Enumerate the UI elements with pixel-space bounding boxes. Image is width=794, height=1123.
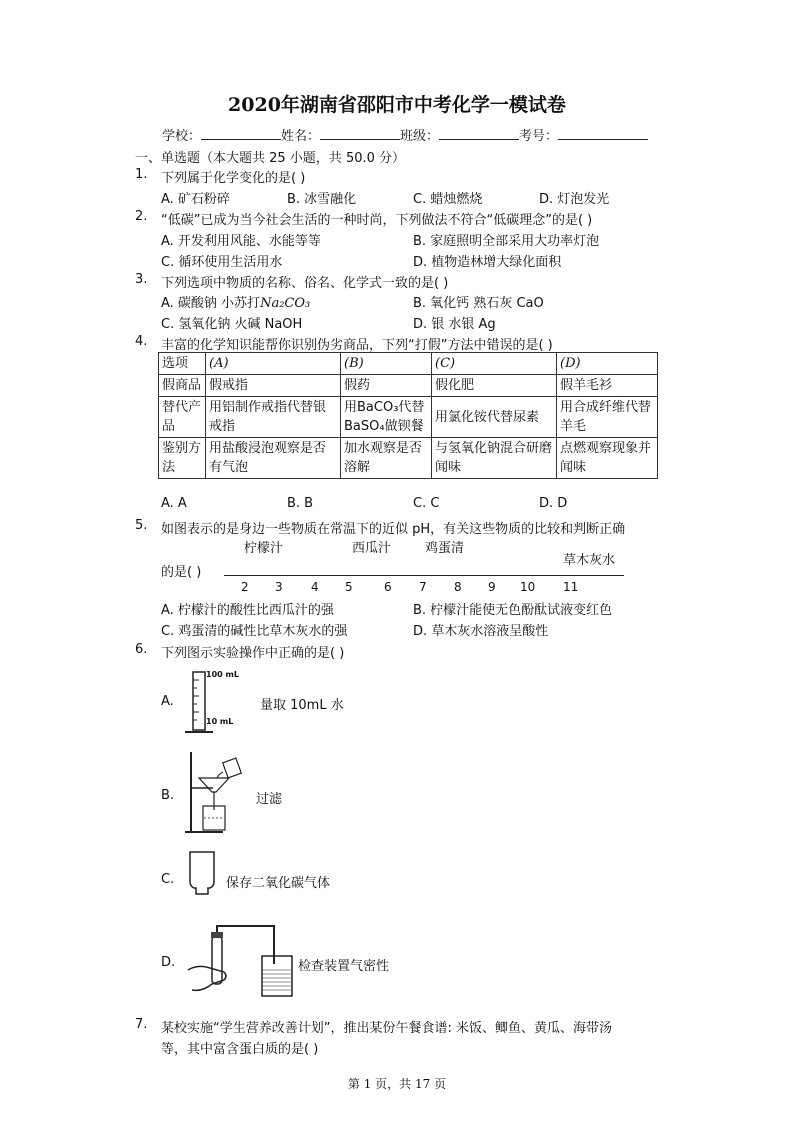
ph-label-egg-white: 鸡蛋清 — [425, 541, 465, 556]
q3-stem: 下列选项中物质的名称、俗名、化学式一致的是( ) — [161, 276, 449, 291]
table-cell: 假商品 — [159, 375, 206, 397]
student-info-line — [162, 125, 648, 144]
table-cell: 假戒指 — [206, 375, 341, 397]
table-cell: 用氯化铵代替尿素 — [432, 397, 557, 438]
q4-number: 4. — [135, 334, 148, 349]
gas-jar-icon — [184, 848, 224, 898]
school-label: 学校： — [162, 129, 202, 144]
ph-tick: 3 — [275, 580, 283, 594]
q2-option-a[interactable]: A. 开发利用风能、水能等等 — [161, 234, 321, 249]
ph-tick: 4 — [311, 580, 319, 594]
class-label: 班级： — [400, 129, 440, 144]
cylinder-top-mark: 100 mL — [206, 670, 239, 679]
q7-stem-line1: 某校实施“学生营养改善计划”，推出某份午餐食谱: 米饭、鲫鱼、黄瓜、海带汤 — [161, 1021, 612, 1036]
q7-number: 7. — [135, 1017, 148, 1032]
table-row — [159, 375, 658, 397]
page-footer: 第 1 页，共 17 页 — [347, 1077, 447, 1091]
table-cell: 加水观察是否溶解 — [341, 438, 432, 479]
name-label: 姓名： — [281, 129, 321, 144]
table-cell: (B) — [341, 353, 432, 375]
q5-stem-line2: 的是( ) — [161, 565, 202, 580]
table-cell: 假药 — [341, 375, 432, 397]
table-cell: 假化肥 — [432, 375, 557, 397]
ph-tick: 11 — [563, 580, 579, 594]
q1-option-d[interactable]: D. 灯泡发光 — [539, 192, 610, 207]
ph-label-lemon: 柠檬汁 — [244, 541, 284, 556]
q2-stem: “低碳”已成为当今社会生活的一种时尚，下列做法不符合“低碳理念”的是( ) — [161, 213, 593, 228]
q1-stem: 下列属于化学变化的是( ) — [161, 171, 306, 186]
q3-option-b[interactable]: B. 氧化钙 熟石灰 CaO — [413, 296, 544, 311]
ph-label-watermelon: 西瓜汁 — [352, 541, 392, 556]
table-cell: (A) — [206, 353, 341, 375]
ph-tick: 5 — [345, 580, 353, 594]
school-blank[interactable] — [201, 126, 281, 140]
q2-option-b[interactable]: B. 家庭照明全部采用大功率灯泡 — [413, 234, 600, 249]
q2-option-c[interactable]: C. 循环使用生活用水 — [161, 255, 283, 270]
table-cell: 用合成纤维代替羊毛 — [557, 397, 658, 438]
table-row — [159, 353, 658, 375]
ph-tick: 9 — [488, 580, 496, 594]
q3-option-a-text: A. 碳酸钠 小苏打 — [161, 296, 261, 311]
number-blank[interactable] — [558, 126, 648, 140]
cylinder-bottom-mark: 10 mL — [206, 717, 234, 726]
ph-tick: 2 — [241, 580, 249, 594]
ph-scale-line — [224, 575, 624, 576]
page-title: 2020年湖南省邵阳市中考化学一模试卷 — [228, 94, 566, 116]
table-cell: 鉴别方法 — [159, 438, 206, 479]
class-blank[interactable] — [439, 126, 519, 140]
q3-option-a-formula: Na₂CO₃ — [260, 296, 311, 311]
q6-option-b-text: 过滤 — [256, 792, 283, 807]
q1-option-b[interactable]: B. 冰雪融化 — [287, 192, 357, 207]
table-cell: 用铝制作戒指代替银戒指 — [206, 397, 341, 438]
ph-label-ash-water: 草木灰水 — [563, 553, 616, 568]
table-cell: (D) — [557, 353, 658, 375]
q5-option-c[interactable]: C. 鸡蛋清的碱性比草木灰水的强 — [161, 624, 348, 639]
section-heading: 一、单选题（本大题共 25 小题，共 50.0 分） — [135, 151, 406, 166]
number-label: 考号： — [519, 129, 559, 144]
q4-table — [158, 352, 658, 479]
q6-option-d-text: 检查装置气密性 — [298, 959, 390, 974]
q3-number: 3. — [135, 272, 148, 287]
table-cell: 用BaCO₃代替BaSO₄做钡餐 — [341, 397, 432, 438]
table-row — [159, 438, 658, 479]
q2-option-d[interactable]: D. 植物造林增大绿化面积 — [413, 255, 562, 270]
table-cell: 点燃观察现象并闻味 — [557, 438, 658, 479]
q6-option-a-letter[interactable]: A. — [161, 694, 174, 709]
q6-stem: 下列图示实验操作中正确的是( ) — [161, 646, 345, 661]
q6-number: 6. — [135, 642, 148, 657]
q7-stem-line2: 等，其中富含蛋白质的是( ) — [161, 1042, 319, 1057]
q1-option-a[interactable]: A. 矿石粉碎 — [161, 192, 230, 207]
q6-option-d-letter[interactable]: D. — [161, 955, 176, 970]
q1-number: 1. — [135, 167, 148, 182]
ph-tick: 8 — [454, 580, 462, 594]
q4-option-d[interactable]: D. D — [539, 496, 568, 511]
q5-number: 5. — [135, 518, 148, 533]
q6-option-c-letter[interactable]: C. — [161, 872, 175, 887]
q5-option-a[interactable]: A. 柠檬汁的酸性比西瓜汁的强 — [161, 603, 334, 618]
ph-tick: 7 — [419, 580, 427, 594]
q1-option-c[interactable]: C. 蜡烛燃烧 — [413, 192, 483, 207]
q4-option-c[interactable]: C. C — [413, 496, 440, 511]
airtightness-test-icon — [184, 920, 294, 1002]
q6-option-b-letter[interactable]: B. — [161, 788, 175, 803]
q3-option-c[interactable]: C. 氢氧化钠 火碱 NaOH — [161, 317, 303, 332]
q4-stem: 丰富的化学知识能帮你识别伪劣商品，下列“打假”方法中错误的是( ) — [161, 338, 553, 353]
q5-option-b[interactable]: B. 柠檬汁能使无色酚酞试液变红色 — [413, 603, 613, 618]
ph-tick: 10 — [520, 580, 536, 594]
table-cell: 替代产品 — [159, 397, 206, 438]
name-blank[interactable] — [320, 126, 400, 140]
q4-option-a[interactable]: A. A — [161, 496, 187, 511]
ph-tick: 6 — [384, 580, 392, 594]
q5-stem-line1: 如图表示的是身边一些物质在常温下的近似 pH，有关这些物质的比较和判断正确 — [161, 522, 626, 537]
q2-number: 2. — [135, 209, 148, 224]
q6-option-c-text: 保存二氧化碳气体 — [226, 876, 331, 891]
table-cell: 与氢氧化钠混合研磨闻味 — [432, 438, 557, 479]
q3-option-a[interactable] — [161, 292, 310, 311]
q4-option-b[interactable]: B. B — [287, 496, 314, 511]
table-cell: 假羊毛衫 — [557, 375, 658, 397]
q3-option-d[interactable]: D. 银 水银 Ag — [413, 317, 496, 332]
table-cell: 用盐酸浸泡观察是否有气泡 — [206, 438, 341, 479]
table-cell: 选项 — [159, 353, 206, 375]
q5-option-d[interactable]: D. 草木灰水溶液呈酸性 — [413, 624, 549, 639]
q6-option-a-text: 量取 10mL 水 — [260, 698, 344, 713]
filtration-apparatus-icon — [183, 748, 253, 836]
table-cell: (C) — [432, 353, 557, 375]
table-row — [159, 397, 658, 438]
